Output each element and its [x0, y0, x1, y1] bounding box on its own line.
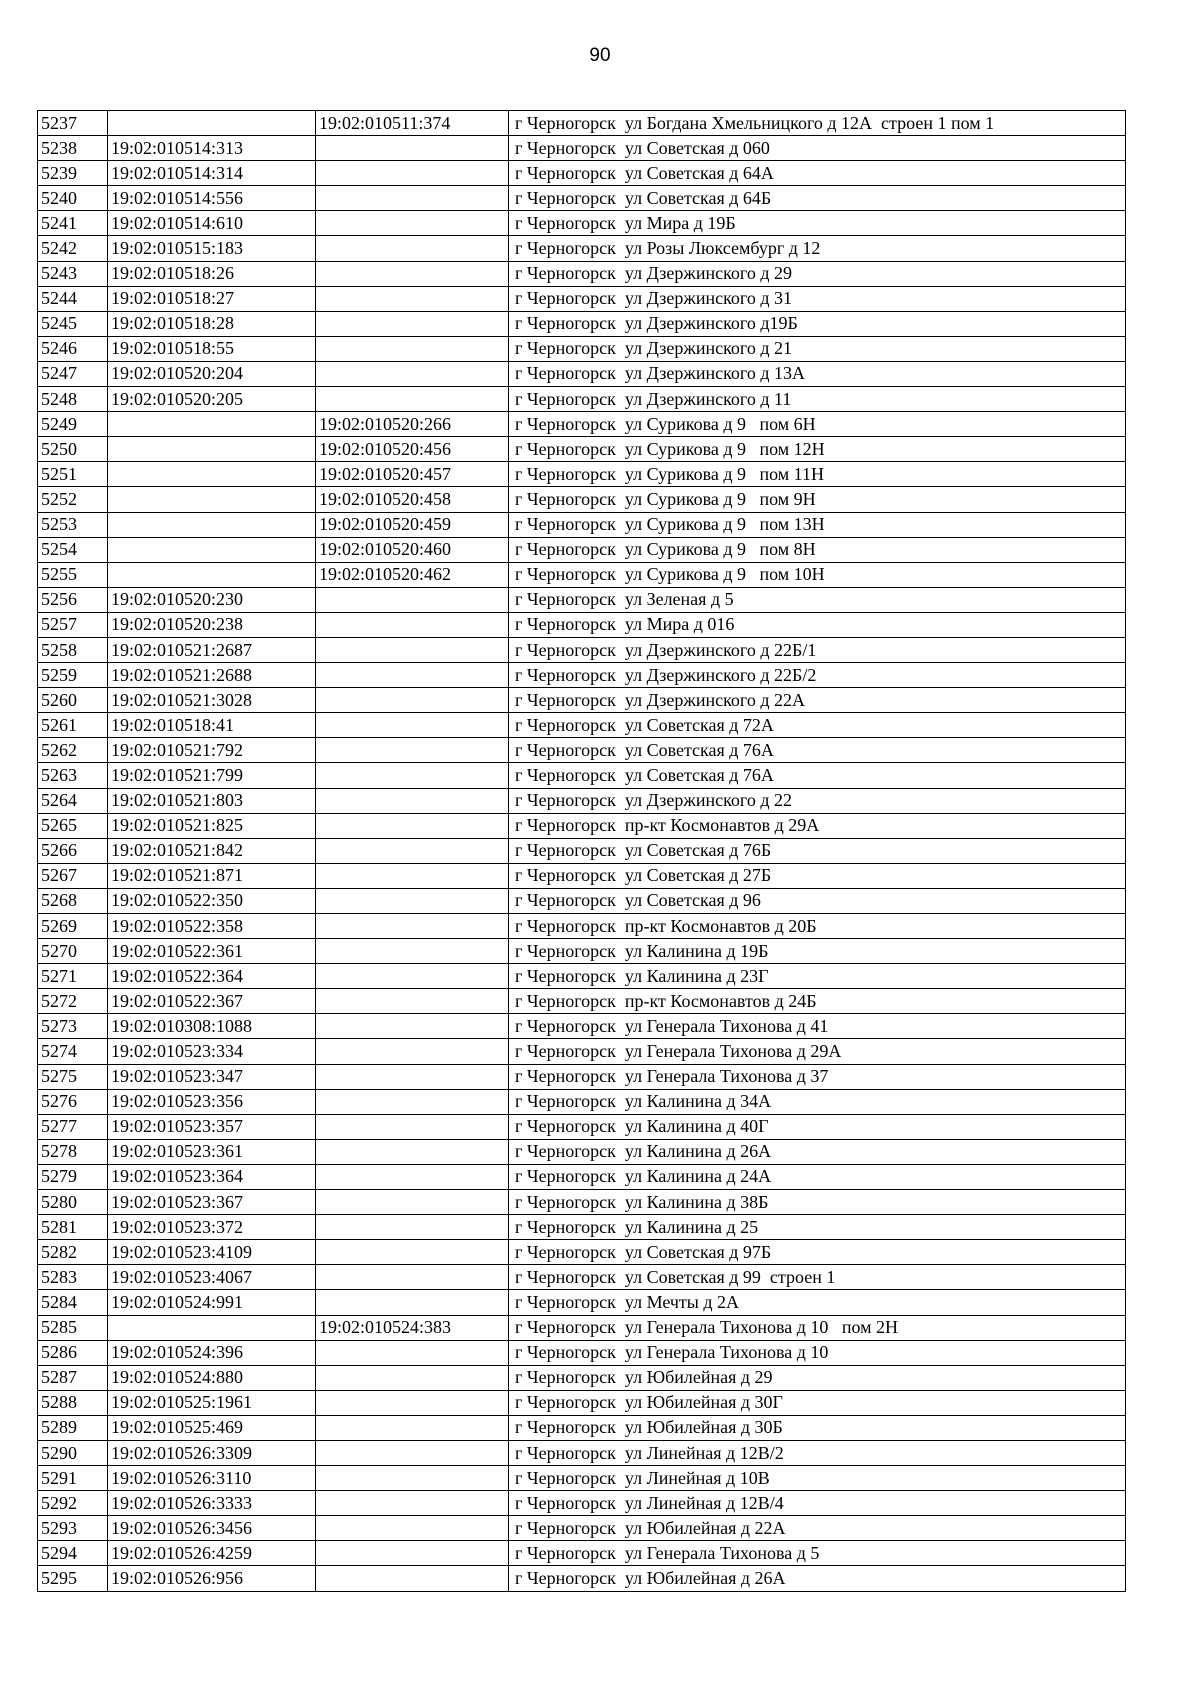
cadastral-number-building-cell: 19:02:010518:41 [108, 713, 316, 738]
table-row [38, 587, 1126, 612]
row-number-cell: 5276 [38, 1089, 108, 1114]
row-number-cell: 5256 [38, 587, 108, 612]
address-cell: г Черногорск ул Советская д 99 строен 1 [509, 1265, 1126, 1290]
cadastral-number-premises-cell [316, 261, 509, 286]
cadastral-number-building-cell: 19:02:010526:3309 [108, 1440, 316, 1465]
cadastral-number-building-cell: 19:02:010524:880 [108, 1365, 316, 1390]
cadastral-number-premises-cell [316, 1365, 509, 1390]
address-cell: г Черногорск ул Советская д 97Б [509, 1240, 1126, 1265]
address-cell: г Черногорск ул Калинина д 34А [509, 1089, 1126, 1114]
address-cell: г Черногорск ул Сурикова д 9 пом 10Н [509, 562, 1126, 587]
table-row [38, 914, 1126, 939]
row-number-cell: 5286 [38, 1340, 108, 1365]
cadastral-number-premises-cell: 19:02:010520:456 [316, 437, 509, 462]
cadastral-number-premises-cell [316, 1466, 509, 1491]
address-cell: г Черногорск ул Дзержинского д 21 [509, 336, 1126, 361]
table-row [38, 813, 1126, 838]
table-row [38, 989, 1126, 1014]
cadastral-number-premises-cell [316, 964, 509, 989]
cadastral-number-premises-cell [316, 1039, 509, 1064]
cadastral-number-building-cell: 19:02:010521:799 [108, 763, 316, 788]
cadastral-number-building-cell: 19:02:010526:956 [108, 1566, 316, 1591]
table-row [38, 838, 1126, 863]
row-number-cell: 5254 [38, 537, 108, 562]
table-row [38, 888, 1126, 913]
address-cell: г Черногорск ул Дзержинского д 22 [509, 788, 1126, 813]
row-number-cell: 5282 [38, 1240, 108, 1265]
cadastral-number-premises-cell [316, 1190, 509, 1215]
table-row [38, 1340, 1126, 1365]
row-number-cell: 5264 [38, 788, 108, 813]
table-row [38, 1089, 1126, 1114]
row-number-cell: 5289 [38, 1415, 108, 1440]
table-row [38, 1014, 1126, 1039]
row-number-cell: 5294 [38, 1541, 108, 1566]
row-number-cell: 5278 [38, 1139, 108, 1164]
row-number-cell: 5240 [38, 186, 108, 211]
cadastral-number-building-cell: 19:02:010522:358 [108, 914, 316, 939]
cadastral-number-building-cell: 19:02:010308:1088 [108, 1014, 316, 1039]
cadastral-number-premises-cell [316, 1240, 509, 1265]
address-cell: г Черногорск ул Генерала Тихонова д 29А [509, 1039, 1126, 1064]
row-number-cell: 5288 [38, 1390, 108, 1415]
cadastral-number-building-cell [108, 111, 316, 136]
address-cell: г Черногорск ул Дзержинского д 31 [509, 286, 1126, 311]
table-row [38, 1365, 1126, 1390]
table-row [38, 236, 1126, 261]
cadastral-number-building-cell [108, 462, 316, 487]
cadastral-number-premises-cell [316, 1290, 509, 1315]
cadastral-number-building-cell: 19:02:010520:230 [108, 587, 316, 612]
row-number-cell: 5251 [38, 462, 108, 487]
address-cell: г Черногорск ул Мечты д 2А [509, 1290, 1126, 1315]
address-cell: г Черногорск ул Дзержинского д 13А [509, 361, 1126, 386]
table-row [38, 663, 1126, 688]
cadastral-number-building-cell [108, 512, 316, 537]
cadastral-number-building-cell: 19:02:010522:364 [108, 964, 316, 989]
cadastral-number-building-cell: 19:02:010523:334 [108, 1039, 316, 1064]
address-cell: г Черногорск ул Сурикова д 9 пом 13Н [509, 512, 1126, 537]
cadastral-number-premises-cell [316, 1089, 509, 1114]
table-row [38, 1541, 1126, 1566]
cadastral-number-premises-cell [316, 1139, 509, 1164]
table-row [38, 1064, 1126, 1089]
address-cell: г Черногорск ул Дзержинского д 22Б/2 [509, 663, 1126, 688]
row-number-cell: 5271 [38, 964, 108, 989]
address-cell: г Черногорск ул Сурикова д 9 пом 11Н [509, 462, 1126, 487]
cadastral-number-premises-cell [316, 612, 509, 637]
cadastral-number-premises-cell: 19:02:010511:374 [316, 111, 509, 136]
cadastral-number-premises-cell [316, 863, 509, 888]
cadastral-number-building-cell: 19:02:010523:4067 [108, 1265, 316, 1290]
cadastral-number-premises-cell [316, 1014, 509, 1039]
cadastral-number-premises-cell [316, 311, 509, 336]
cadastral-number-premises-cell [316, 663, 509, 688]
address-cell: г Черногорск пр-кт Космонавтов д 29А [509, 813, 1126, 838]
row-number-cell: 5274 [38, 1039, 108, 1064]
cadastral-number-building-cell [108, 487, 316, 512]
address-cell: г Черногорск ул Линейная д 12В/2 [509, 1440, 1126, 1465]
table-row [38, 111, 1126, 136]
cadastral-number-building-cell: 19:02:010521:2687 [108, 637, 316, 662]
row-number-cell: 5243 [38, 261, 108, 286]
table-row [38, 1516, 1126, 1541]
row-number-cell: 5261 [38, 713, 108, 738]
cadastral-number-premises-cell [316, 1215, 509, 1240]
cadastral-number-building-cell: 19:02:010518:27 [108, 286, 316, 311]
address-cell: г Черногорск ул Дзержинского д 11 [509, 387, 1126, 412]
cadastral-number-premises-cell [316, 1415, 509, 1440]
cadastral-number-building-cell: 19:02:010523:372 [108, 1215, 316, 1240]
table-row [38, 612, 1126, 637]
address-cell: г Черногорск ул Юбилейная д 30Г [509, 1390, 1126, 1415]
cadastral-number-building-cell: 19:02:010514:313 [108, 136, 316, 161]
row-number-cell: 5267 [38, 863, 108, 888]
row-number-cell: 5279 [38, 1164, 108, 1189]
address-cell: г Черногорск ул Советская д 27Б [509, 863, 1126, 888]
cadastral-number-premises-cell: 19:02:010520:458 [316, 487, 509, 512]
address-cell: г Черногорск ул Генерала Тихонова д 41 [509, 1014, 1126, 1039]
address-cell: г Черногорск ул Дзержинского д19Б [509, 311, 1126, 336]
cadastral-number-premises-cell [316, 286, 509, 311]
row-number-cell: 5265 [38, 813, 108, 838]
row-number-cell: 5248 [38, 387, 108, 412]
table-row [38, 186, 1126, 211]
table-row [38, 1114, 1126, 1139]
address-cell: г Черногорск ул Калинина д 19Б [509, 939, 1126, 964]
table-row [38, 437, 1126, 462]
row-number-cell: 5247 [38, 361, 108, 386]
row-number-cell: 5258 [38, 637, 108, 662]
row-number-cell: 5269 [38, 914, 108, 939]
table-row [38, 261, 1126, 286]
cadastral-number-building-cell: 19:02:010514:556 [108, 186, 316, 211]
table-row [38, 863, 1126, 888]
cadastral-number-premises-cell: 19:02:010520:459 [316, 512, 509, 537]
table-row [38, 211, 1126, 236]
row-number-cell: 5275 [38, 1064, 108, 1089]
cadastral-number-building-cell [108, 562, 316, 587]
row-number-cell: 5263 [38, 763, 108, 788]
table-row [38, 286, 1126, 311]
address-cell: г Черногорск ул Дзержинского д 22А [509, 688, 1126, 713]
row-number-cell: 5270 [38, 939, 108, 964]
address-cell: г Черногорск ул Юбилейная д 29 [509, 1365, 1126, 1390]
address-cell: г Черногорск ул Дзержинского д 29 [509, 261, 1126, 286]
address-cell: г Черногорск ул Калинина д 23Г [509, 964, 1126, 989]
address-cell: г Черногорск ул Сурикова д 9 пом 8Н [509, 537, 1126, 562]
cadastral-number-premises-cell [316, 387, 509, 412]
cadastral-number-premises-cell [316, 336, 509, 361]
row-number-cell: 5293 [38, 1516, 108, 1541]
table-row [38, 1265, 1126, 1290]
table-row [38, 1190, 1126, 1215]
table-row [38, 487, 1126, 512]
address-cell: г Черногорск ул Советская д 060 [509, 136, 1126, 161]
row-number-cell: 5249 [38, 412, 108, 437]
cadastral-number-building-cell: 19:02:010523:367 [108, 1190, 316, 1215]
cadastral-number-building-cell [108, 537, 316, 562]
address-cell: г Черногорск ул Генерала Тихонова д 37 [509, 1064, 1126, 1089]
row-number-cell: 5283 [38, 1265, 108, 1290]
row-number-cell: 5239 [38, 161, 108, 186]
address-cell: г Черногорск ул Калинина д 24А [509, 1164, 1126, 1189]
table-row [38, 1566, 1126, 1591]
cadastral-number-building-cell: 19:02:010522:361 [108, 939, 316, 964]
cadastral-number-premises-cell [316, 838, 509, 863]
row-number-cell: 5238 [38, 136, 108, 161]
table-row [38, 788, 1126, 813]
page-number: 90 [589, 45, 611, 66]
cadastral-number-premises-cell [316, 813, 509, 838]
address-cell: г Черногорск ул Советская д 64А [509, 161, 1126, 186]
table-row [38, 688, 1126, 713]
registry-table [37, 110, 1126, 1592]
address-cell: г Черногорск ул Розы Люксембург д 12 [509, 236, 1126, 261]
row-number-cell: 5295 [38, 1566, 108, 1591]
table-row [38, 1139, 1126, 1164]
cadastral-number-building-cell: 19:02:010523:357 [108, 1114, 316, 1139]
address-cell: г Черногорск ул Дзержинского д 22Б/1 [509, 637, 1126, 662]
cadastral-number-premises-cell [316, 1440, 509, 1465]
row-number-cell: 5290 [38, 1440, 108, 1465]
address-cell: г Черногорск ул Юбилейная д 22А [509, 1516, 1126, 1541]
table-row [38, 1164, 1126, 1189]
cadastral-number-building-cell: 19:02:010521:3028 [108, 688, 316, 713]
cadastral-number-building-cell: 19:02:010522:350 [108, 888, 316, 913]
table-row [38, 713, 1126, 738]
row-number-cell: 5262 [38, 738, 108, 763]
cadastral-number-premises-cell [316, 587, 509, 612]
cadastral-number-premises-cell [316, 236, 509, 261]
table-row [38, 136, 1126, 161]
row-number-cell: 5287 [38, 1365, 108, 1390]
row-number-cell: 5242 [38, 236, 108, 261]
row-number-cell: 5285 [38, 1315, 108, 1340]
cadastral-number-building-cell: 19:02:010518:26 [108, 261, 316, 286]
cadastral-number-building-cell: 19:02:010526:3456 [108, 1516, 316, 1541]
table-row [38, 311, 1126, 336]
table-row [38, 462, 1126, 487]
cadastral-number-building-cell [108, 412, 316, 437]
address-cell: г Черногорск пр-кт Космонавтов д 24Б [509, 989, 1126, 1014]
cadastral-number-building-cell: 19:02:010521:2688 [108, 663, 316, 688]
table-row [38, 637, 1126, 662]
cadastral-number-premises-cell [316, 738, 509, 763]
cadastral-number-building-cell: 19:02:010523:361 [108, 1139, 316, 1164]
row-number-cell: 5284 [38, 1290, 108, 1315]
cadastral-number-building-cell: 19:02:010524:991 [108, 1290, 316, 1315]
cadastral-number-premises-cell: 19:02:010520:462 [316, 562, 509, 587]
row-number-cell: 5253 [38, 512, 108, 537]
cadastral-number-building-cell: 19:02:010523:4109 [108, 1240, 316, 1265]
address-cell: г Черногорск ул Сурикова д 9 пом 9Н [509, 487, 1126, 512]
address-cell: г Черногорск ул Советская д 96 [509, 888, 1126, 913]
address-cell: г Черногорск ул Советская д 76А [509, 763, 1126, 788]
row-number-cell: 5257 [38, 612, 108, 637]
table-row [38, 738, 1126, 763]
table-row [38, 964, 1126, 989]
row-number-cell: 5260 [38, 688, 108, 713]
cadastral-number-building-cell: 19:02:010521:842 [108, 838, 316, 863]
cadastral-number-building-cell: 19:02:010526:3333 [108, 1491, 316, 1516]
cadastral-number-premises-cell [316, 939, 509, 964]
address-cell: г Черногорск ул Генерала Тихонова д 10 [509, 1340, 1126, 1365]
address-cell: г Черногорск ул Сурикова д 9 пом 12Н [509, 437, 1126, 462]
cadastral-number-building-cell: 19:02:010521:871 [108, 863, 316, 888]
cadastral-number-building-cell: 19:02:010521:803 [108, 788, 316, 813]
cadastral-number-premises-cell [316, 161, 509, 186]
cadastral-number-premises-cell [316, 361, 509, 386]
cadastral-number-building-cell: 19:02:010522:367 [108, 989, 316, 1014]
table-row [38, 763, 1126, 788]
cadastral-number-premises-cell: 19:02:010520:460 [316, 537, 509, 562]
table-row [38, 387, 1126, 412]
address-cell: г Черногорск ул Советская д 76Б [509, 838, 1126, 863]
table-row [38, 1215, 1126, 1240]
cadastral-number-building-cell: 19:02:010521:792 [108, 738, 316, 763]
row-number-cell: 5241 [38, 211, 108, 236]
cadastral-number-premises-cell [316, 211, 509, 236]
row-number-cell: 5237 [38, 111, 108, 136]
cadastral-number-premises-cell [316, 637, 509, 662]
cadastral-number-premises-cell [316, 763, 509, 788]
address-cell: г Черногорск ул Генерала Тихонова д 10 пом 2Н [509, 1315, 1126, 1340]
row-number-cell: 5266 [38, 838, 108, 863]
table-row [38, 1390, 1126, 1415]
row-number-cell: 5250 [38, 437, 108, 462]
address-cell: г Черногорск ул Советская д 64Б [509, 186, 1126, 211]
cadastral-number-building-cell: 19:02:010523:364 [108, 1164, 316, 1189]
cadastral-number-premises-cell [316, 688, 509, 713]
row-number-cell: 5255 [38, 562, 108, 587]
cadastral-number-building-cell: 19:02:010523:347 [108, 1064, 316, 1089]
cadastral-number-building-cell: 19:02:010524:396 [108, 1340, 316, 1365]
cadastral-number-premises-cell [316, 1390, 509, 1415]
cadastral-number-building-cell: 19:02:010525:1961 [108, 1390, 316, 1415]
cadastral-number-premises-cell [316, 186, 509, 211]
cadastral-number-premises-cell [316, 713, 509, 738]
cadastral-number-building-cell: 19:02:010520:238 [108, 612, 316, 637]
table-row [38, 562, 1126, 587]
table-row [38, 1290, 1126, 1315]
address-cell: г Черногорск ул Калинина д 25 [509, 1215, 1126, 1240]
cadastral-number-premises-cell [316, 914, 509, 939]
address-cell: г Черногорск ул Советская д 72А [509, 713, 1126, 738]
cadastral-number-building-cell [108, 1315, 316, 1340]
table-row [38, 512, 1126, 537]
table-row [38, 1440, 1126, 1465]
row-number-cell: 5246 [38, 336, 108, 361]
address-cell: г Черногорск ул Юбилейная д 30Б [509, 1415, 1126, 1440]
cadastral-number-premises-cell [316, 1064, 509, 1089]
cadastral-number-building-cell: 19:02:010526:3110 [108, 1466, 316, 1491]
row-number-cell: 5259 [38, 663, 108, 688]
cadastral-number-building-cell: 19:02:010514:314 [108, 161, 316, 186]
cadastral-number-building-cell: 19:02:010520:204 [108, 361, 316, 386]
address-cell: г Черногорск ул Зеленая д 5 [509, 587, 1126, 612]
address-cell: г Черногорск ул Сурикова д 9 пом 6Н [509, 412, 1126, 437]
cadastral-number-building-cell [108, 437, 316, 462]
cadastral-number-premises-cell: 19:02:010520:266 [316, 412, 509, 437]
address-cell: г Черногорск ул Калинина д 40Г [509, 1114, 1126, 1139]
table-row [38, 1315, 1126, 1340]
row-number-cell: 5280 [38, 1190, 108, 1215]
row-number-cell: 5252 [38, 487, 108, 512]
address-cell: г Черногорск ул Юбилейная д 26А [509, 1566, 1126, 1591]
cadastral-number-building-cell: 19:02:010521:825 [108, 813, 316, 838]
address-cell: г Черногорск пр-кт Космонавтов д 20Б [509, 914, 1126, 939]
table-row [38, 1466, 1126, 1491]
cadastral-number-premises-cell [316, 1541, 509, 1566]
row-number-cell: 5245 [38, 311, 108, 336]
cadastral-number-premises-cell [316, 1265, 509, 1290]
table-row [38, 1039, 1126, 1064]
cadastral-number-building-cell: 19:02:010514:610 [108, 211, 316, 236]
row-number-cell: 5291 [38, 1466, 108, 1491]
address-cell: г Черногорск ул Генерала Тихонова д 5 [509, 1541, 1126, 1566]
row-number-cell: 5292 [38, 1491, 108, 1516]
table-row [38, 1415, 1126, 1440]
cadastral-number-building-cell: 19:02:010518:28 [108, 311, 316, 336]
cadastral-number-building-cell: 19:02:010518:55 [108, 336, 316, 361]
cadastral-number-building-cell: 19:02:010523:356 [108, 1089, 316, 1114]
cadastral-number-building-cell: 19:02:010526:4259 [108, 1541, 316, 1566]
row-number-cell: 5281 [38, 1215, 108, 1240]
address-cell: г Черногорск ул Мира д 19Б [509, 211, 1126, 236]
address-cell: г Черногорск ул Богдана Хмельницкого д 12А строен 1 пом 1 [509, 111, 1126, 136]
cadastral-number-building-cell: 19:02:010525:469 [108, 1415, 316, 1440]
table-row [38, 412, 1126, 437]
address-cell: г Черногорск ул Советская д 76А [509, 738, 1126, 763]
cadastral-number-premises-cell [316, 1340, 509, 1365]
cadastral-number-building-cell: 19:02:010515:183 [108, 236, 316, 261]
cadastral-number-premises-cell [316, 1114, 509, 1139]
cadastral-number-premises-cell: 19:02:010520:457 [316, 462, 509, 487]
address-cell: г Черногорск ул Калинина д 38Б [509, 1190, 1126, 1215]
cadastral-number-building-cell: 19:02:010520:205 [108, 387, 316, 412]
cadastral-number-premises-cell [316, 989, 509, 1014]
table-row [38, 1491, 1126, 1516]
table-row [38, 161, 1126, 186]
address-cell: г Черногорск ул Линейная д 12В/4 [509, 1491, 1126, 1516]
row-number-cell: 5244 [38, 286, 108, 311]
row-number-cell: 5277 [38, 1114, 108, 1139]
table-row [38, 537, 1126, 562]
cadastral-number-premises-cell [316, 136, 509, 161]
cadastral-number-premises-cell [316, 1164, 509, 1189]
address-cell: г Черногорск ул Мира д 016 [509, 612, 1126, 637]
address-cell: г Черногорск ул Калинина д 26А [509, 1139, 1126, 1164]
table-row [38, 1240, 1126, 1265]
address-cell: г Черногорск ул Линейная д 10В [509, 1466, 1126, 1491]
cadastral-number-premises-cell: 19:02:010524:383 [316, 1315, 509, 1340]
cadastral-number-premises-cell [316, 1566, 509, 1591]
table-row [38, 361, 1126, 386]
cadastral-number-premises-cell [316, 1516, 509, 1541]
row-number-cell: 5272 [38, 989, 108, 1014]
row-number-cell: 5268 [38, 888, 108, 913]
row-number-cell: 5273 [38, 1014, 108, 1039]
table-row [38, 939, 1126, 964]
cadastral-number-premises-cell [316, 1491, 509, 1516]
cadastral-number-premises-cell [316, 788, 509, 813]
registry-table-body [38, 111, 1126, 1592]
table-row [38, 336, 1126, 361]
cadastral-number-premises-cell [316, 888, 509, 913]
